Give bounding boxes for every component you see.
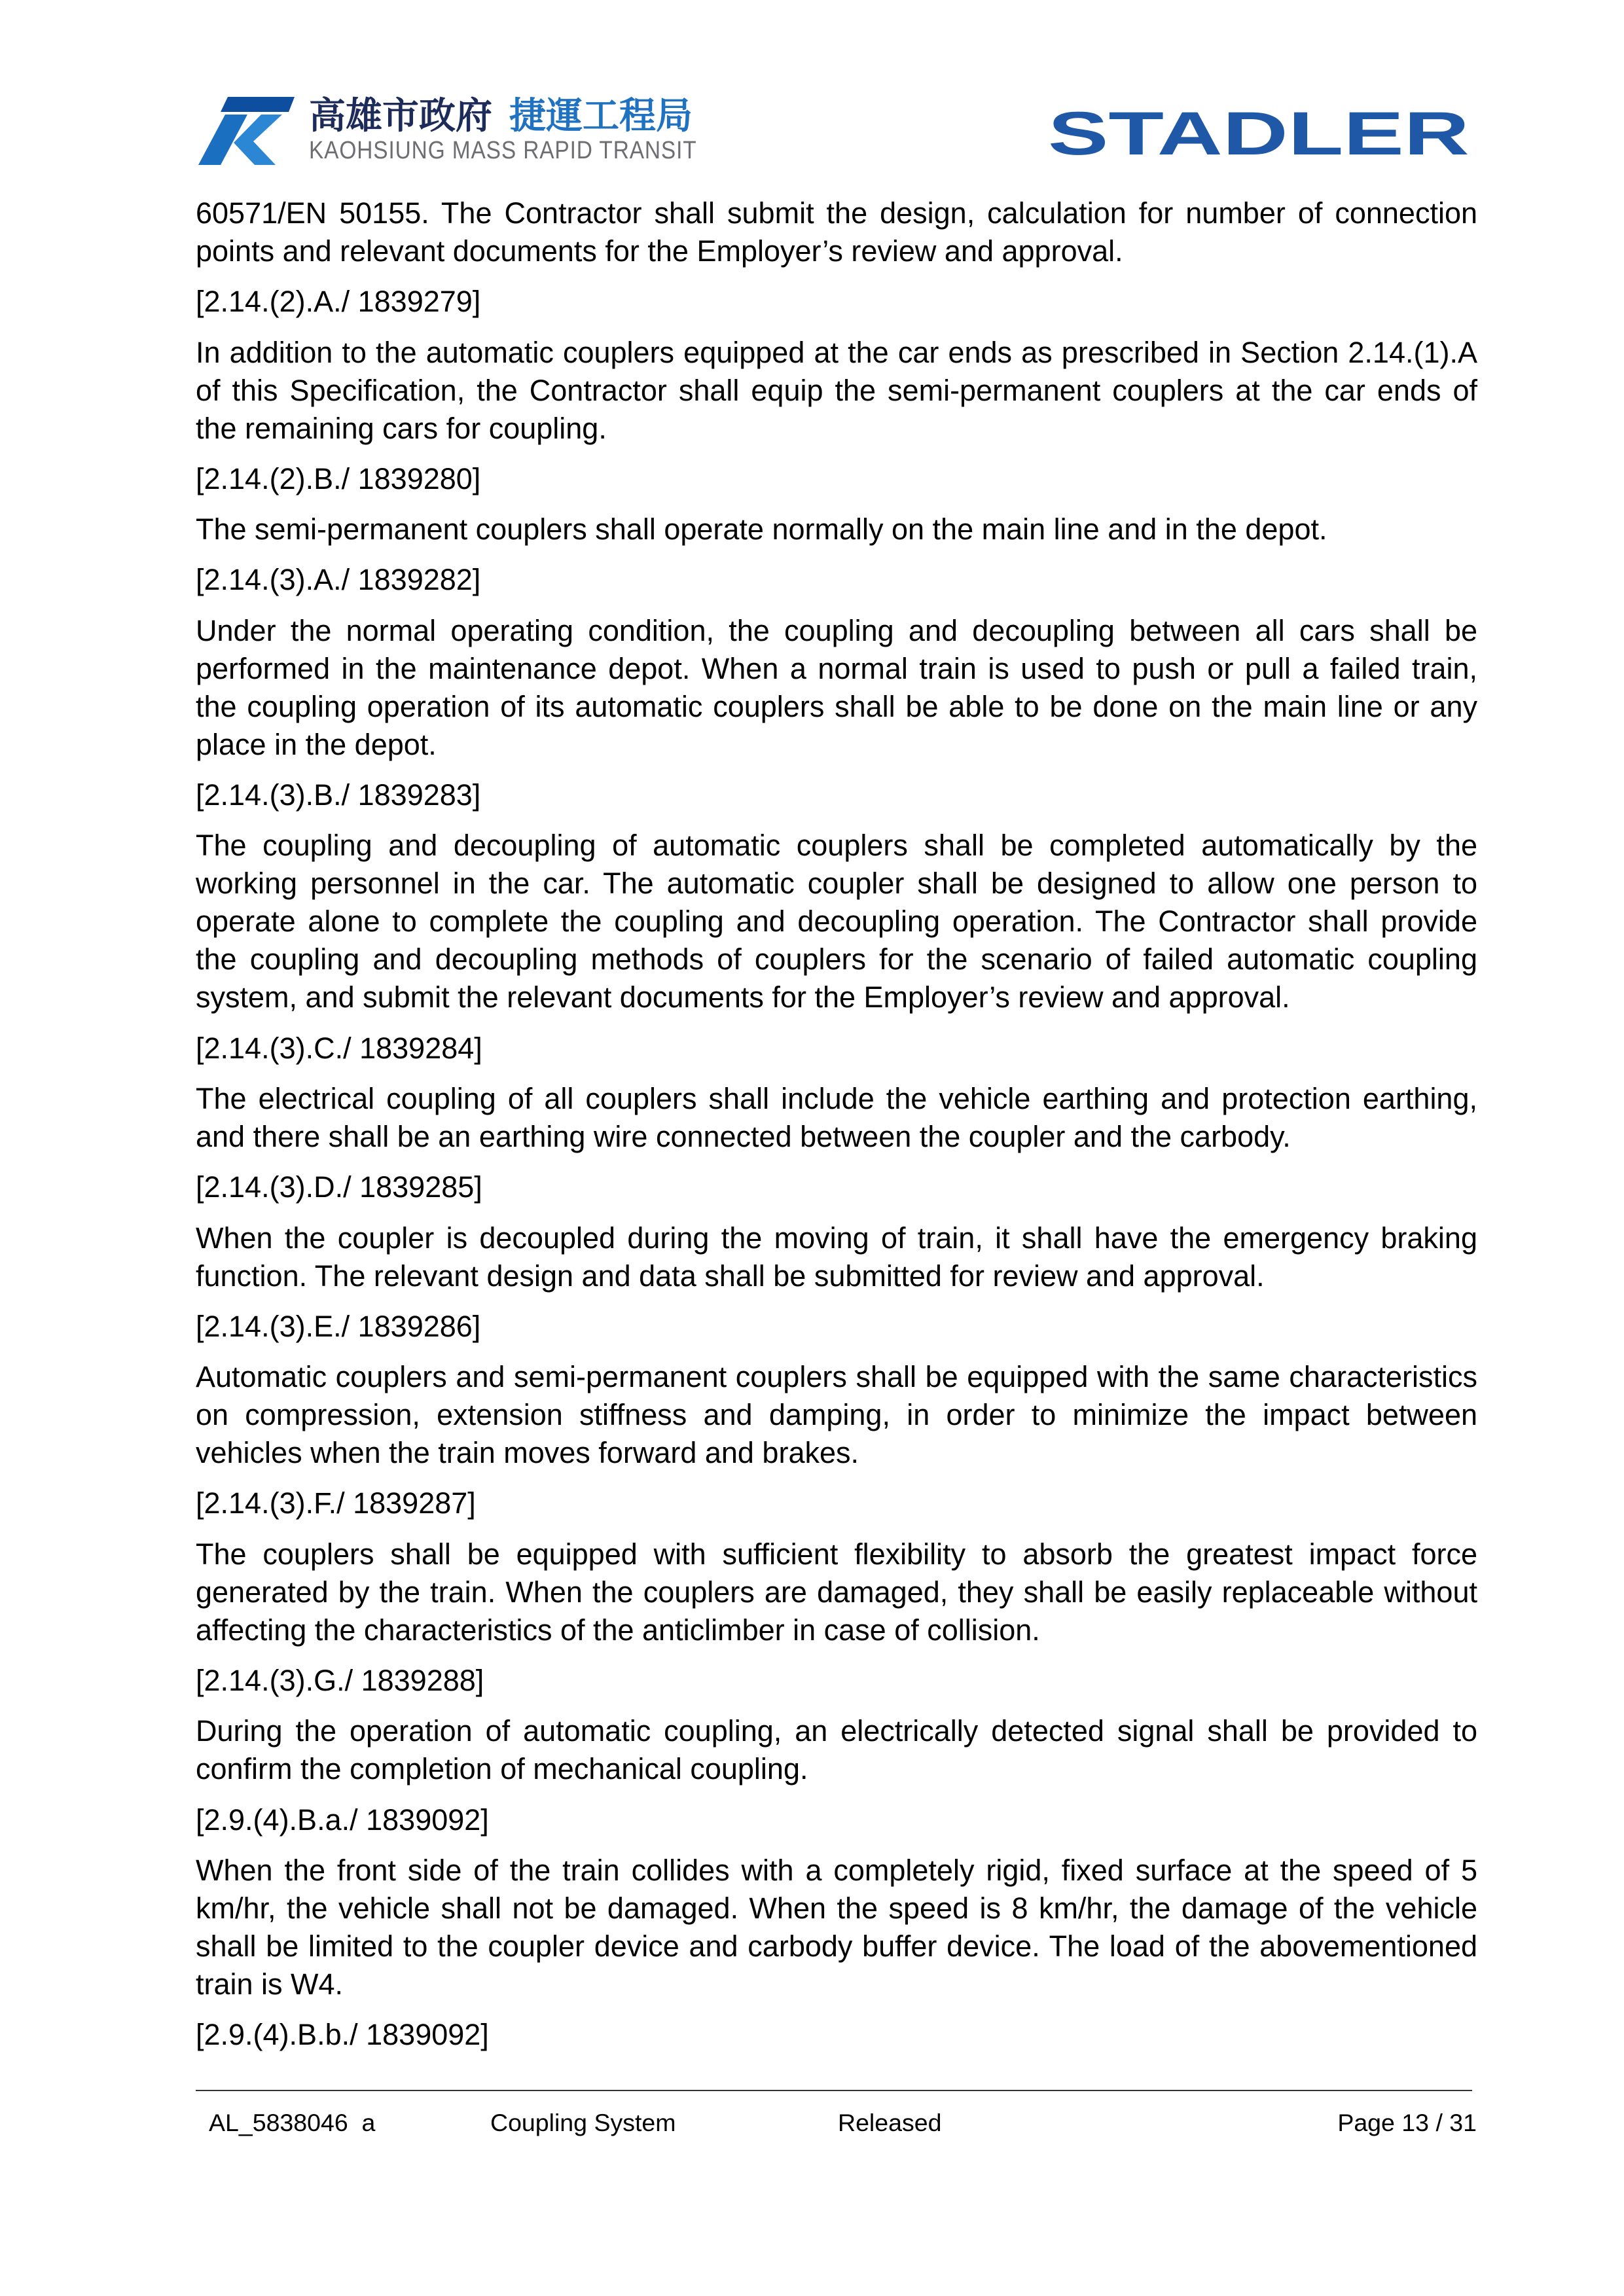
text-line: the coupling operation of its automatic couplers shall be able to be done on the main line or any xyxy=(196,689,1477,723)
text-line: generated by the train. When the couplers are damaged, they shall be easily replaceable without xyxy=(196,1575,1477,1609)
text-line: the coupling and decoupling methods of couplers for the scenario of failed automatic coupling xyxy=(196,942,1477,977)
requirement-text xyxy=(196,1358,1477,1472)
text-line: Automatic couplers and semi-permanent couplers shall be equipped with the same characteristics xyxy=(196,1360,1477,1394)
text-line: shall be limited to the coupler device and carbody buffer device. The load of the abovementioned xyxy=(196,1929,1477,1963)
requirement-text xyxy=(196,827,1477,1016)
reference-line: [2.14.(3).F./ 1839287] xyxy=(196,1486,476,1520)
text-line: of this Specification, the Contractor shall equip the semi-permanent couplers at the car ends of xyxy=(196,373,1477,407)
footer-document-title: Coupling System xyxy=(490,2109,676,2136)
text-line: km/hr, the vehicle shall not be damaged. When the speed is 8 km/hr, the damage of the vehicle xyxy=(196,1891,1477,1925)
text-line: Under the normal operating condition, the coupling and decoupling between all cars shall be xyxy=(196,613,1477,647)
text-line: performed in the maintenance depot. When a normal train is used to push or pull a failed train, xyxy=(196,651,1477,685)
text-line: The coupling and decoupling of automatic couplers shall be completed automatically by the xyxy=(196,829,1477,863)
requirement-reference xyxy=(196,561,1477,599)
requirement-reference xyxy=(196,460,1477,498)
requirement-text xyxy=(196,1712,1477,1788)
text-line: vehicles when the train moves forward and brakes. xyxy=(196,1436,859,1470)
requirement-text xyxy=(196,1852,1477,2003)
requirement-text xyxy=(196,612,1477,764)
text-line: confirm the completion of mechanical coupling. xyxy=(196,1752,808,1786)
requirement-text xyxy=(196,1535,1477,1649)
footer-document-status: Released xyxy=(838,2109,942,2136)
text-line: place in the depot. xyxy=(196,727,437,761)
text-line: During the operation of automatic coupling, an electrically detected signal shall be provided to xyxy=(196,1714,1477,1748)
reference-line: [2.14.(3).G./ 1839288] xyxy=(196,1664,484,1698)
text-line: The couplers shall be equipped with sufficient flexibility to absorb the greatest impact force xyxy=(196,1537,1477,1571)
text-line: operate alone to complete the coupling and decoupling operation. The Contractor shall provide xyxy=(196,905,1477,939)
requirement-reference xyxy=(196,2016,1477,2054)
kmrt-logo-city-name: 高雄市政府 xyxy=(309,95,492,137)
reference-line: [2.14.(2).B./ 1839280] xyxy=(196,461,481,495)
requirement-text xyxy=(196,1219,1477,1295)
stadler-logo: STADLER xyxy=(1048,99,1470,168)
requirement-reference xyxy=(196,1484,1477,1522)
requirement-reference xyxy=(196,1801,1477,1839)
reference-line: [2.9.(4).B.a./ 1839092] xyxy=(196,1803,489,1837)
text-line: affecting the characteristics of the anticlimber in case of collision. xyxy=(196,1613,1040,1647)
text-line: train is W4. xyxy=(196,1967,344,2001)
text-line: function. The relevant design and data shall be submitted for review and approval. xyxy=(196,1259,1265,1293)
text-line: points and relevant documents for the Employer’s review and approval. xyxy=(196,234,1123,268)
requirement-reference xyxy=(196,1662,1477,1700)
reference-line: [2.14.(3).B./ 1839283] xyxy=(196,778,481,812)
footer-page-number: Page 13 / 31 xyxy=(1337,2109,1477,2136)
reference-line: [2.14.(2).A./ 1839279] xyxy=(196,285,481,319)
requirement-text xyxy=(196,1080,1477,1156)
text-line: The semi-permanent couplers shall operate normally on the main line and in the depot. xyxy=(196,512,1327,547)
footer-divider xyxy=(196,2090,1472,2091)
kmrt-logo-english-name: KAOHSIUNG MASS RAPID TRANSIT xyxy=(309,137,697,164)
requirement-text xyxy=(196,334,1477,448)
requirement-reference xyxy=(196,1030,1477,1067)
text-line: In addition to the automatic couplers equipped at the car ends as prescribed in Section 2.14.(1).A xyxy=(196,335,1477,369)
reference-line: [2.14.(3).A./ 1839282] xyxy=(196,563,481,597)
requirement-reference xyxy=(196,1168,1477,1206)
text-line: When the coupler is decoupled during the moving of train, it shall have the emergency braking xyxy=(196,1221,1477,1255)
requirement-reference xyxy=(196,283,1477,321)
requirement-reference xyxy=(196,1308,1477,1346)
text-line: on compression, extension stiffness and damping, in order to minimize the impact between xyxy=(196,1398,1477,1432)
text-line: system, and submit the relevant documents for the Employer’s review and approval. xyxy=(196,980,1290,1014)
text-line: and there shall be an earthing wire connected between the coupler and the carbody. xyxy=(196,1119,1291,1153)
document-body xyxy=(196,194,1477,2067)
reference-line: [2.9.(4).B.b./ 1839092] xyxy=(196,2018,489,2052)
text-line: The electrical coupling of all couplers shall include the vehicle earthing and protection earthing, xyxy=(196,1081,1477,1115)
requirement-text xyxy=(196,194,1477,270)
reference-line: [2.14.(3).D./ 1839285] xyxy=(196,1170,482,1204)
footer-document-id: AL_5838046 a xyxy=(209,2109,376,2136)
text-line: working personnel in the car. The automatic coupler shall be designed to allow one person to xyxy=(196,867,1477,901)
requirement-text xyxy=(196,511,1477,548)
requirement-reference xyxy=(196,776,1477,814)
text-line: When the front side of the train collides with a completely rigid, fixed surface at the speed of 5 xyxy=(196,1853,1477,1887)
reference-line: [2.14.(3).C./ 1839284] xyxy=(196,1031,482,1065)
kmrt-logo-bureau-name: 捷運工程局 xyxy=(509,95,693,137)
text-line: the remaining cars for coupling. xyxy=(196,411,607,445)
text-line: 60571/EN 50155. The Contractor shall submit the design, calculation for number of connection xyxy=(196,196,1477,230)
reference-line: [2.14.(3).E./ 1839286] xyxy=(196,1309,481,1343)
kmrt-k-logo-icon xyxy=(196,96,295,165)
